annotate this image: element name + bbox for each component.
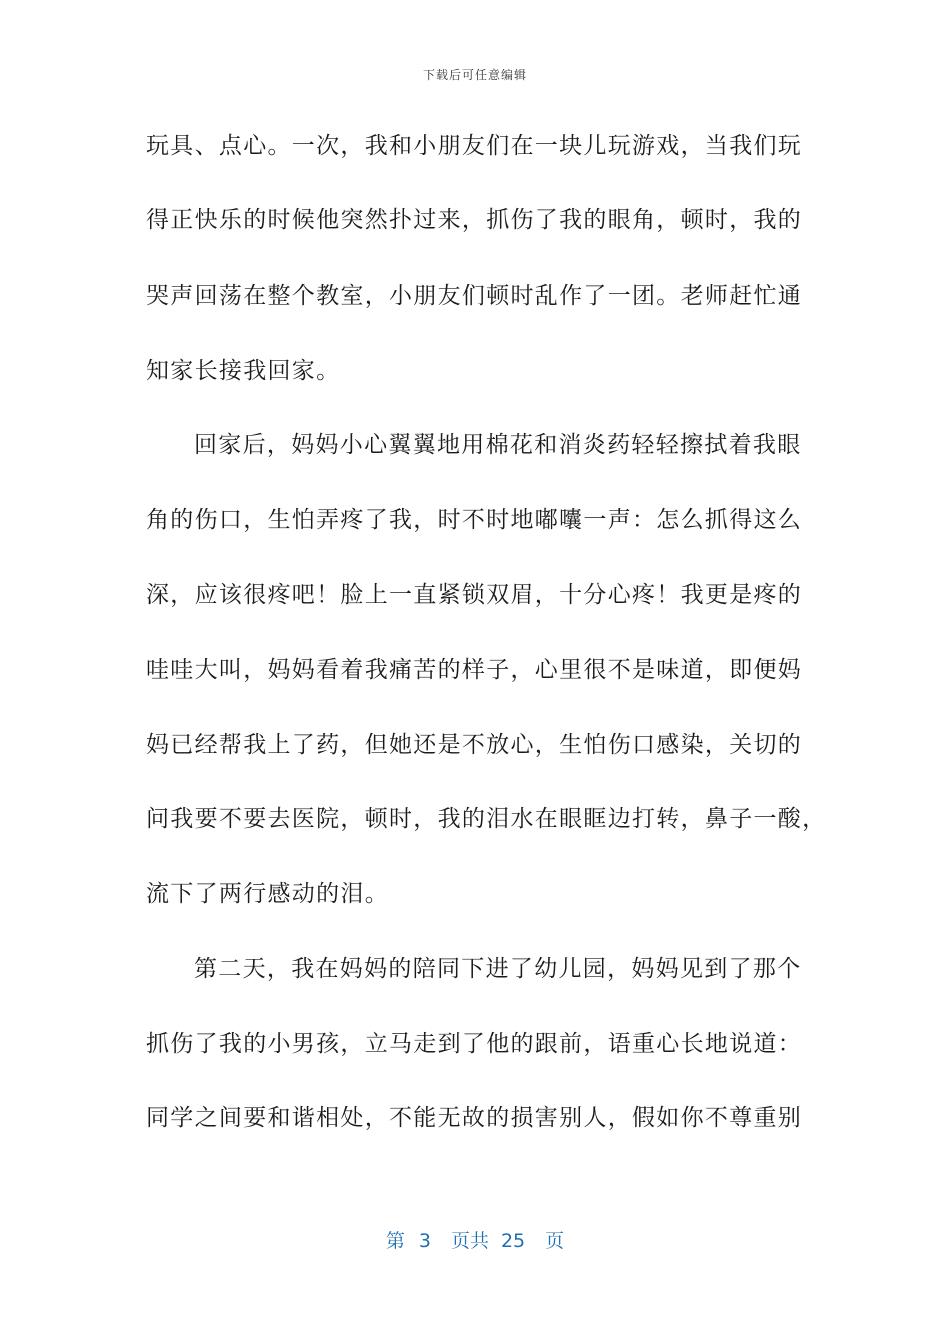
text-line: 流下了两行感动的泪。 [146, 881, 389, 907]
text-line: 知家长接我回家。 [146, 358, 341, 384]
text-line: 哇哇大叫，妈妈看着我痛苦的样子，心里很不是味道，即便妈 [146, 657, 803, 683]
footer-total-pages: 25 [500, 1230, 526, 1252]
text-line: 玩具、点心。一次，我和小朋友们在一块儿玩游戏，当我们玩 [146, 133, 803, 159]
text-line-indent: 第二天，我在妈妈的陪同下进了幼儿园，妈妈见到了那个 [194, 956, 802, 982]
text-line: 问我要不要去医院，顿时，我的泪水在眼眶边打转，鼻子一酸， [146, 806, 827, 832]
text-line: 哭声回荡在整个教室，小朋友们顿时乱作了一团。老师赶忙通 [146, 283, 803, 309]
text-line: 得正快乐的时候他突然扑过来，抓伤了我的眼角，顿时，我的 [146, 207, 803, 233]
text-line: 角的伤口，生怕弄疼了我，时不时地嘟囔一声：怎么抓得这么 [146, 507, 803, 533]
footer-middle: 页共 [450, 1230, 489, 1252]
text-line: 同学之间要和谐相处，不能无故的损害别人，假如你不尊重别 [146, 1105, 803, 1131]
page-footer [0, 1226, 950, 1253]
footer-prefix: 第 [385, 1230, 405, 1252]
text-line: 深，应该很疼吧！脸上一直紧锁双眉，十分心疼！我更是疼的 [146, 582, 803, 608]
text-line: 抓伤了我的小男孩，立马走到了他的跟前，语重心长地说道： [146, 1031, 803, 1057]
text-line-indent: 回家后，妈妈小心翼翼地用棉花和消炎药轻轻擦拭着我眼 [194, 432, 802, 458]
page-header-note: 下载后可任意编辑 [422, 68, 527, 82]
footer-suffix: 页 [545, 1230, 565, 1252]
footer-current-page: 3 [418, 1230, 431, 1252]
text-line: 妈已经帮我上了药，但她还是不放心，生怕伤口感染，关切的 [146, 732, 803, 758]
